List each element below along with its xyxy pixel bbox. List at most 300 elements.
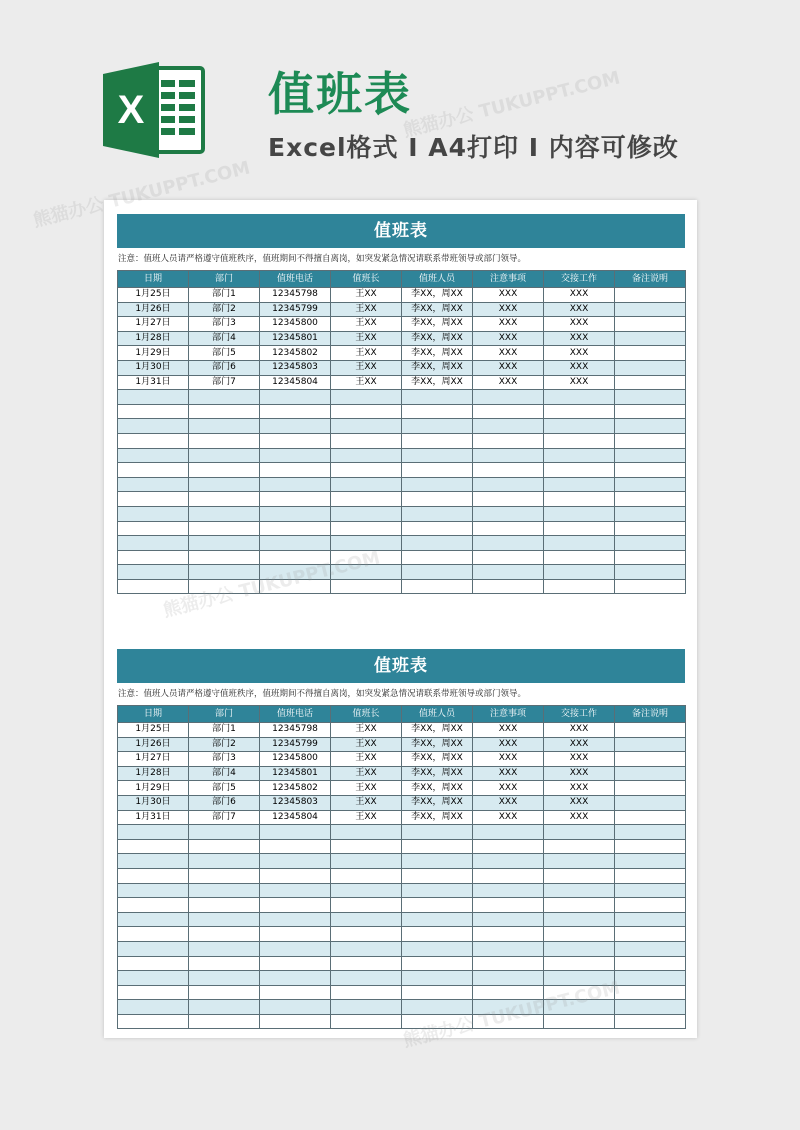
table-cell[interactable] bbox=[615, 448, 686, 463]
table-cell[interactable] bbox=[544, 565, 615, 580]
table-cell[interactable]: 部门7 bbox=[189, 810, 260, 825]
table-cell[interactable] bbox=[260, 985, 331, 1000]
table-cell[interactable] bbox=[118, 536, 189, 551]
table-cell[interactable] bbox=[189, 477, 260, 492]
table-cell[interactable] bbox=[118, 1000, 189, 1015]
table-cell[interactable]: 12345800 bbox=[260, 752, 331, 767]
table-cell[interactable] bbox=[615, 492, 686, 507]
table-cell[interactable] bbox=[260, 463, 331, 478]
table-cell[interactable] bbox=[615, 839, 686, 854]
table-cell[interactable]: 1月29日 bbox=[118, 346, 189, 361]
table-cell[interactable] bbox=[402, 985, 473, 1000]
table-cell[interactable]: 12345802 bbox=[260, 346, 331, 361]
table-cell[interactable]: 李XX，周XX bbox=[402, 375, 473, 390]
table-cell[interactable]: 1月31日 bbox=[118, 810, 189, 825]
table-cell[interactable] bbox=[118, 550, 189, 565]
table-cell[interactable]: 12345799 bbox=[260, 302, 331, 317]
table-cell[interactable] bbox=[331, 477, 402, 492]
table-cell[interactable] bbox=[615, 565, 686, 580]
table-cell[interactable] bbox=[615, 956, 686, 971]
table-cell[interactable]: 1月25日 bbox=[118, 288, 189, 303]
table-cell[interactable]: 12345804 bbox=[260, 810, 331, 825]
table-cell[interactable] bbox=[615, 288, 686, 303]
table-cell[interactable]: 王XX bbox=[331, 375, 402, 390]
table-cell[interactable] bbox=[615, 985, 686, 1000]
table-cell[interactable]: 王XX bbox=[331, 360, 402, 375]
table-cell[interactable] bbox=[473, 854, 544, 869]
table-cell[interactable]: 部门1 bbox=[189, 723, 260, 738]
table-cell[interactable] bbox=[189, 579, 260, 594]
table-cell[interactable] bbox=[189, 550, 260, 565]
table-cell[interactable] bbox=[615, 375, 686, 390]
table-cell[interactable] bbox=[118, 419, 189, 434]
table-cell[interactable] bbox=[260, 550, 331, 565]
table-cell[interactable] bbox=[615, 302, 686, 317]
table-cell[interactable]: XXX bbox=[544, 723, 615, 738]
table-cell[interactable] bbox=[544, 883, 615, 898]
table-cell[interactable] bbox=[331, 506, 402, 521]
table-cell[interactable] bbox=[544, 419, 615, 434]
table-cell[interactable]: XXX bbox=[544, 346, 615, 361]
table-cell[interactable] bbox=[402, 492, 473, 507]
table-cell[interactable] bbox=[331, 536, 402, 551]
table-cell[interactable] bbox=[118, 883, 189, 898]
table-cell[interactable]: XXX bbox=[544, 360, 615, 375]
table-cell[interactable] bbox=[615, 795, 686, 810]
table-cell[interactable]: 1月30日 bbox=[118, 360, 189, 375]
table-cell[interactable] bbox=[189, 1014, 260, 1029]
table-cell[interactable] bbox=[189, 854, 260, 869]
table-cell[interactable] bbox=[331, 550, 402, 565]
table-cell[interactable] bbox=[473, 985, 544, 1000]
table-cell[interactable] bbox=[189, 419, 260, 434]
table-cell[interactable]: 1月27日 bbox=[118, 752, 189, 767]
table-cell[interactable] bbox=[615, 419, 686, 434]
table-cell[interactable]: 李XX，周XX bbox=[402, 346, 473, 361]
table-cell[interactable]: XXX bbox=[473, 737, 544, 752]
table-cell[interactable] bbox=[118, 448, 189, 463]
table-cell[interactable] bbox=[260, 883, 331, 898]
table-cell[interactable]: 王XX bbox=[331, 766, 402, 781]
table-cell[interactable]: 王XX bbox=[331, 810, 402, 825]
table-cell[interactable]: XXX bbox=[473, 795, 544, 810]
table-cell[interactable] bbox=[260, 448, 331, 463]
table-cell[interactable] bbox=[189, 839, 260, 854]
table-cell[interactable] bbox=[189, 521, 260, 536]
table-cell[interactable]: XXX bbox=[473, 317, 544, 332]
table-cell[interactable] bbox=[615, 433, 686, 448]
table-cell[interactable] bbox=[331, 912, 402, 927]
table-cell[interactable] bbox=[402, 419, 473, 434]
table-cell[interactable]: 王XX bbox=[331, 752, 402, 767]
table-cell[interactable] bbox=[615, 346, 686, 361]
table-cell[interactable] bbox=[260, 565, 331, 580]
table-cell[interactable] bbox=[615, 331, 686, 346]
table-cell[interactable] bbox=[402, 927, 473, 942]
table-cell[interactable] bbox=[544, 898, 615, 913]
table-cell[interactable] bbox=[615, 521, 686, 536]
table-cell[interactable] bbox=[331, 492, 402, 507]
table-cell[interactable] bbox=[118, 868, 189, 883]
table-cell[interactable] bbox=[189, 404, 260, 419]
table-cell[interactable] bbox=[402, 868, 473, 883]
table-cell[interactable] bbox=[118, 956, 189, 971]
table-cell[interactable] bbox=[473, 868, 544, 883]
table-cell[interactable]: 12345803 bbox=[260, 360, 331, 375]
table-cell[interactable]: 部门2 bbox=[189, 302, 260, 317]
table-cell[interactable] bbox=[189, 912, 260, 927]
table-cell[interactable] bbox=[331, 1000, 402, 1015]
table-cell[interactable] bbox=[260, 390, 331, 405]
table-cell[interactable] bbox=[189, 565, 260, 580]
table-cell[interactable] bbox=[189, 898, 260, 913]
table-cell[interactable] bbox=[331, 565, 402, 580]
table-cell[interactable]: XXX bbox=[544, 766, 615, 781]
table-cell[interactable] bbox=[544, 579, 615, 594]
table-cell[interactable] bbox=[118, 521, 189, 536]
table-cell[interactable] bbox=[402, 1000, 473, 1015]
table-cell[interactable]: 李XX，周XX bbox=[402, 317, 473, 332]
table-cell[interactable]: 部门2 bbox=[189, 737, 260, 752]
table-cell[interactable] bbox=[473, 839, 544, 854]
table-cell[interactable] bbox=[473, 927, 544, 942]
table-cell[interactable] bbox=[615, 810, 686, 825]
table-cell[interactable] bbox=[331, 825, 402, 840]
table-cell[interactable] bbox=[331, 433, 402, 448]
table-cell[interactable] bbox=[189, 941, 260, 956]
table-cell[interactable]: XXX bbox=[473, 723, 544, 738]
table-cell[interactable] bbox=[118, 839, 189, 854]
table-cell[interactable] bbox=[615, 477, 686, 492]
table-cell[interactable] bbox=[544, 1000, 615, 1015]
table-cell[interactable]: XXX bbox=[473, 288, 544, 303]
table-cell[interactable] bbox=[615, 912, 686, 927]
table-cell[interactable]: XXX bbox=[544, 795, 615, 810]
table-cell[interactable] bbox=[544, 956, 615, 971]
table-cell[interactable] bbox=[331, 898, 402, 913]
table-cell[interactable] bbox=[402, 506, 473, 521]
table-cell[interactable] bbox=[331, 448, 402, 463]
table-cell[interactable] bbox=[615, 536, 686, 551]
table-cell[interactable] bbox=[260, 536, 331, 551]
table-cell[interactable] bbox=[615, 463, 686, 478]
table-cell[interactable] bbox=[473, 492, 544, 507]
table-cell[interactable] bbox=[544, 477, 615, 492]
table-cell[interactable] bbox=[473, 1014, 544, 1029]
table-cell[interactable] bbox=[544, 492, 615, 507]
table-cell[interactable] bbox=[189, 971, 260, 986]
table-cell[interactable]: 部门4 bbox=[189, 766, 260, 781]
table-cell[interactable] bbox=[331, 404, 402, 419]
table-cell[interactable] bbox=[615, 781, 686, 796]
table-cell[interactable] bbox=[402, 839, 473, 854]
table-cell[interactable] bbox=[189, 883, 260, 898]
table-cell[interactable] bbox=[402, 971, 473, 986]
table-cell[interactable] bbox=[615, 317, 686, 332]
table-cell[interactable] bbox=[260, 912, 331, 927]
table-cell[interactable] bbox=[473, 883, 544, 898]
table-cell[interactable] bbox=[473, 550, 544, 565]
table-cell[interactable]: XXX bbox=[473, 810, 544, 825]
table-cell[interactable] bbox=[544, 825, 615, 840]
table-cell[interactable] bbox=[331, 419, 402, 434]
table-cell[interactable] bbox=[544, 941, 615, 956]
table-cell[interactable] bbox=[402, 1014, 473, 1029]
table-cell[interactable] bbox=[118, 927, 189, 942]
table-cell[interactable] bbox=[118, 565, 189, 580]
table-cell[interactable] bbox=[402, 854, 473, 869]
table-cell[interactable] bbox=[260, 506, 331, 521]
table-cell[interactable]: XXX bbox=[544, 317, 615, 332]
table-cell[interactable] bbox=[331, 985, 402, 1000]
table-cell[interactable]: XXX bbox=[473, 346, 544, 361]
table-cell[interactable] bbox=[473, 912, 544, 927]
table-cell[interactable]: 12345803 bbox=[260, 795, 331, 810]
table-cell[interactable] bbox=[544, 927, 615, 942]
table-cell[interactable] bbox=[260, 839, 331, 854]
table-cell[interactable] bbox=[615, 737, 686, 752]
table-cell[interactable]: 李XX，周XX bbox=[402, 795, 473, 810]
table-cell[interactable] bbox=[331, 579, 402, 594]
table-cell[interactable] bbox=[189, 985, 260, 1000]
table-cell[interactable] bbox=[615, 550, 686, 565]
table-cell[interactable] bbox=[189, 433, 260, 448]
table-cell[interactable] bbox=[118, 390, 189, 405]
table-cell[interactable] bbox=[118, 825, 189, 840]
table-cell[interactable] bbox=[615, 854, 686, 869]
table-cell[interactable]: 12345800 bbox=[260, 317, 331, 332]
table-cell[interactable] bbox=[402, 404, 473, 419]
table-cell[interactable] bbox=[402, 550, 473, 565]
table-cell[interactable] bbox=[402, 536, 473, 551]
table-cell[interactable] bbox=[331, 463, 402, 478]
table-cell[interactable] bbox=[260, 927, 331, 942]
table-cell[interactable] bbox=[544, 868, 615, 883]
table-cell[interactable]: 12345801 bbox=[260, 331, 331, 346]
table-cell[interactable] bbox=[473, 579, 544, 594]
table-cell[interactable] bbox=[189, 536, 260, 551]
table-cell[interactable] bbox=[118, 506, 189, 521]
table-cell[interactable] bbox=[331, 1014, 402, 1029]
table-cell[interactable] bbox=[118, 477, 189, 492]
table-cell[interactable] bbox=[260, 492, 331, 507]
table-cell[interactable] bbox=[260, 898, 331, 913]
table-cell[interactable] bbox=[189, 927, 260, 942]
table-cell[interactable]: 部门6 bbox=[189, 795, 260, 810]
table-cell[interactable]: XXX bbox=[544, 781, 615, 796]
table-cell[interactable] bbox=[260, 477, 331, 492]
table-cell[interactable] bbox=[118, 1014, 189, 1029]
table-cell[interactable]: 李XX，周XX bbox=[402, 331, 473, 346]
table-cell[interactable] bbox=[615, 883, 686, 898]
table-cell[interactable]: XXX bbox=[473, 781, 544, 796]
table-cell[interactable]: XXX bbox=[544, 375, 615, 390]
table-cell[interactable] bbox=[473, 463, 544, 478]
table-cell[interactable] bbox=[118, 463, 189, 478]
table-cell[interactable] bbox=[331, 521, 402, 536]
table-cell[interactable] bbox=[260, 579, 331, 594]
table-cell[interactable]: 1月25日 bbox=[118, 723, 189, 738]
table-cell[interactable] bbox=[615, 766, 686, 781]
table-cell[interactable] bbox=[189, 492, 260, 507]
table-cell[interactable]: 王XX bbox=[331, 795, 402, 810]
table-cell[interactable] bbox=[402, 565, 473, 580]
table-cell[interactable] bbox=[118, 912, 189, 927]
table-cell[interactable] bbox=[260, 854, 331, 869]
table-cell[interactable] bbox=[473, 941, 544, 956]
table-cell[interactable] bbox=[402, 463, 473, 478]
table-cell[interactable]: XXX bbox=[544, 331, 615, 346]
table-cell[interactable] bbox=[118, 854, 189, 869]
table-cell[interactable]: 部门3 bbox=[189, 317, 260, 332]
table-cell[interactable] bbox=[189, 448, 260, 463]
table-cell[interactable] bbox=[615, 579, 686, 594]
table-cell[interactable]: 王XX bbox=[331, 317, 402, 332]
table-cell[interactable]: XXX bbox=[544, 752, 615, 767]
table-cell[interactable] bbox=[544, 854, 615, 869]
table-cell[interactable]: 李XX，周XX bbox=[402, 766, 473, 781]
table-cell[interactable] bbox=[473, 521, 544, 536]
table-cell[interactable] bbox=[473, 506, 544, 521]
table-cell[interactable] bbox=[473, 1000, 544, 1015]
table-cell[interactable] bbox=[118, 404, 189, 419]
table-cell[interactable]: 1月31日 bbox=[118, 375, 189, 390]
table-cell[interactable] bbox=[473, 971, 544, 986]
table-cell[interactable] bbox=[615, 1014, 686, 1029]
table-cell[interactable] bbox=[189, 825, 260, 840]
table-cell[interactable] bbox=[615, 360, 686, 375]
table-cell[interactable]: 12345798 bbox=[260, 723, 331, 738]
table-cell[interactable] bbox=[544, 985, 615, 1000]
table-cell[interactable] bbox=[260, 825, 331, 840]
table-cell[interactable] bbox=[260, 433, 331, 448]
table-cell[interactable] bbox=[260, 956, 331, 971]
table-cell[interactable] bbox=[118, 898, 189, 913]
table-cell[interactable] bbox=[118, 433, 189, 448]
table-cell[interactable] bbox=[473, 390, 544, 405]
table-cell[interactable] bbox=[189, 868, 260, 883]
table-cell[interactable] bbox=[615, 390, 686, 405]
table-cell[interactable] bbox=[260, 971, 331, 986]
table-cell[interactable]: 部门1 bbox=[189, 288, 260, 303]
table-cell[interactable]: XXX bbox=[473, 331, 544, 346]
table-cell[interactable] bbox=[118, 492, 189, 507]
table-cell[interactable] bbox=[615, 971, 686, 986]
table-cell[interactable]: 王XX bbox=[331, 723, 402, 738]
table-cell[interactable] bbox=[544, 506, 615, 521]
table-cell[interactable]: 李XX，周XX bbox=[402, 752, 473, 767]
table-cell[interactable]: 1月28日 bbox=[118, 331, 189, 346]
table-cell[interactable]: 1月26日 bbox=[118, 737, 189, 752]
table-cell[interactable]: 12345804 bbox=[260, 375, 331, 390]
table-cell[interactable] bbox=[615, 898, 686, 913]
table-cell[interactable] bbox=[402, 912, 473, 927]
table-cell[interactable] bbox=[544, 971, 615, 986]
table-cell[interactable] bbox=[615, 404, 686, 419]
table-cell[interactable]: 1月30日 bbox=[118, 795, 189, 810]
table-cell[interactable] bbox=[544, 1014, 615, 1029]
table-cell[interactable]: 部门4 bbox=[189, 331, 260, 346]
table-cell[interactable] bbox=[544, 839, 615, 854]
table-cell[interactable]: 1月27日 bbox=[118, 317, 189, 332]
table-cell[interactable] bbox=[118, 579, 189, 594]
table-cell[interactable]: XXX bbox=[473, 302, 544, 317]
table-cell[interactable] bbox=[615, 506, 686, 521]
table-cell[interactable] bbox=[402, 521, 473, 536]
table-cell[interactable] bbox=[402, 433, 473, 448]
table-cell[interactable] bbox=[473, 536, 544, 551]
table-cell[interactable]: 李XX，周XX bbox=[402, 360, 473, 375]
table-cell[interactable] bbox=[402, 390, 473, 405]
table-cell[interactable]: 部门5 bbox=[189, 781, 260, 796]
table-cell[interactable] bbox=[260, 521, 331, 536]
table-cell[interactable]: 部门6 bbox=[189, 360, 260, 375]
table-cell[interactable]: 李XX，周XX bbox=[402, 810, 473, 825]
table-cell[interactable]: 王XX bbox=[331, 288, 402, 303]
table-cell[interactable]: 1月26日 bbox=[118, 302, 189, 317]
table-cell[interactable] bbox=[615, 723, 686, 738]
table-cell[interactable] bbox=[331, 390, 402, 405]
table-cell[interactable]: 部门3 bbox=[189, 752, 260, 767]
table-cell[interactable]: XXX bbox=[544, 810, 615, 825]
table-cell[interactable] bbox=[260, 1014, 331, 1029]
table-cell[interactable] bbox=[473, 404, 544, 419]
table-cell[interactable]: 部门7 bbox=[189, 375, 260, 390]
table-cell[interactable]: XXX bbox=[473, 766, 544, 781]
table-cell[interactable] bbox=[189, 390, 260, 405]
table-cell[interactable] bbox=[331, 927, 402, 942]
table-cell[interactable] bbox=[260, 404, 331, 419]
table-cell[interactable]: 李XX，周XX bbox=[402, 723, 473, 738]
table-cell[interactable] bbox=[331, 956, 402, 971]
table-cell[interactable] bbox=[615, 825, 686, 840]
table-cell[interactable] bbox=[544, 463, 615, 478]
table-cell[interactable]: 部门5 bbox=[189, 346, 260, 361]
table-cell[interactable] bbox=[402, 956, 473, 971]
table-cell[interactable] bbox=[189, 1000, 260, 1015]
table-cell[interactable] bbox=[402, 898, 473, 913]
table-cell[interactable] bbox=[544, 536, 615, 551]
table-cell[interactable]: 1月29日 bbox=[118, 781, 189, 796]
table-cell[interactable] bbox=[331, 854, 402, 869]
table-cell[interactable]: 李XX，周XX bbox=[402, 288, 473, 303]
table-cell[interactable] bbox=[260, 868, 331, 883]
table-cell[interactable] bbox=[402, 883, 473, 898]
table-cell[interactable] bbox=[473, 477, 544, 492]
table-cell[interactable] bbox=[615, 752, 686, 767]
table-cell[interactable] bbox=[331, 883, 402, 898]
table-cell[interactable]: 王XX bbox=[331, 331, 402, 346]
table-cell[interactable]: 王XX bbox=[331, 302, 402, 317]
table-cell[interactable]: 李XX，周XX bbox=[402, 781, 473, 796]
table-cell[interactable] bbox=[615, 868, 686, 883]
table-cell[interactable] bbox=[544, 448, 615, 463]
table-cell[interactable] bbox=[473, 956, 544, 971]
table-cell[interactable] bbox=[402, 477, 473, 492]
table-cell[interactable] bbox=[189, 956, 260, 971]
table-cell[interactable]: 王XX bbox=[331, 737, 402, 752]
table-cell[interactable]: XXX bbox=[544, 737, 615, 752]
table-cell[interactable] bbox=[544, 433, 615, 448]
table-cell[interactable] bbox=[544, 521, 615, 536]
table-cell[interactable]: 12345799 bbox=[260, 737, 331, 752]
table-cell[interactable] bbox=[402, 941, 473, 956]
table-cell[interactable]: XXX bbox=[544, 288, 615, 303]
table-cell[interactable] bbox=[615, 927, 686, 942]
table-cell[interactable] bbox=[331, 971, 402, 986]
table-cell[interactable]: XXX bbox=[473, 375, 544, 390]
table-cell[interactable]: XXX bbox=[473, 752, 544, 767]
